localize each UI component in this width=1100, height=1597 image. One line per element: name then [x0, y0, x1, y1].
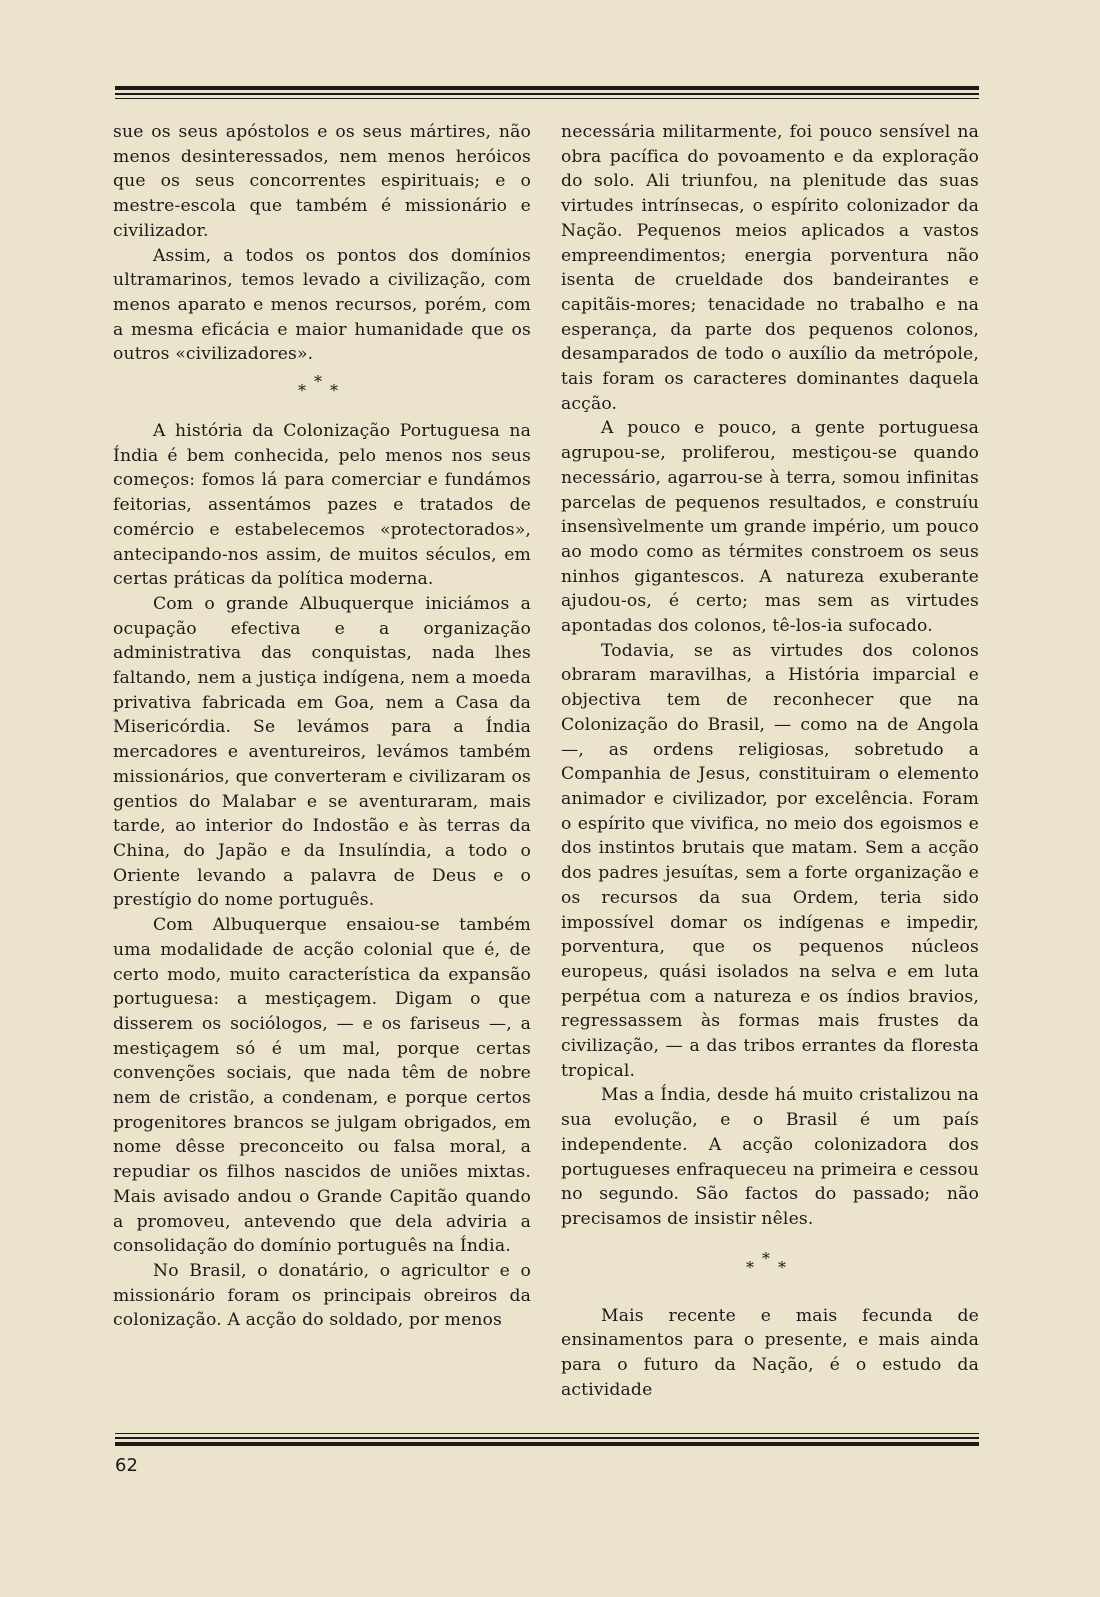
left-paragraph-5: Com Albuquerque ensaiou-se também uma modalidade de acção colonial que é, de certo modo, muito característica da expansão portuguesa: a mestiçagem. Digam o que disserem os sociólogos, — e os fariseus —, a mestiçagem só é um mal, porque certas convenções sociais, que nada têm de nobre nem de cristão, a condenam, e porque certos progenitores brancos se julgam obrigados, em nome dêsse preconceito ou falsa moral, a repudiar os filhos nascidos de uniões mixtas. Mais avisado andou o Grande Capitão quando a promoveu, antevendo que dela adviria a consolidação do domínio português na Índia. [113, 915, 531, 1257]
right-paragraph-4: Mas a Índia, desde há muito cristalizou na sua evolução, e o Brasil é um país independente. A acção colonizadora dos portugueses enfraqueceu na primeira e cessou no segundo. São factos do passado; não precisamos de insistir nêles. [561, 1085, 979, 1229]
left-paragraph-4: Com o grande Albuquerque iniciámos a ocupação efectiva e a organização administrativa das conquistas, nada lhes faltando, nem a justiça indígena, nem a moeda privativa fabricada em Goa, nem a Casa da Misericórdia. Se levámos para a Índia mercadores e aventureiros, levámos também missionários, que converteram e civilizaram os gentios do Malabar e se aventuraram, mais tarde, ao interior do Indostão e às terras da China, do Japão e da Insulíndia, a todo o Oriente levando a palavra de Deus e o prestígio do nome português. [113, 593, 531, 911]
right-column [561, 120, 979, 1402]
right-paragraph-1: necessária militarmente, foi pouco sensível na obra pacífica do povoamento e da exploração do solo. Ali triunfou, na plenitude das suas virtudes intrínsecas, o espírito colonizador da Nação. Pequenos meios aplicados a vastos empreendimentos; energia porventura não isenta de crueldade dos bandeirantes e capitãis-mores; tenacidade no trabalho e na esperança, da parte dos pequenos colonos, desamparados de todo o auxílio da metrópole, tais foram os caracteres dominantes daquela acção. [561, 122, 979, 414]
right-paragraph-5: Mais recente e mais fecunda de ensinamentos para o presente, e mais ainda para o futuro da Nação, é o estudo da actividade [561, 1305, 979, 1400]
left-paragraph-6: No Brasil, o donatário, o agricultor e o missionário foram os principais obreiros da colonização. A acção do soldado, por menos [113, 1260, 531, 1331]
section-separator-right: *** [746, 1248, 794, 1277]
page-number: 62 [115, 1455, 138, 1476]
bottom-double-rule [115, 1433, 979, 1446]
right-paragraph-3: Todavia, se as virtudes dos colonos obraram maravilhas, a História imparcial e objectiva tem de reconhecer que na Colonização do Brasil, — como na de Angola —, as ordens religiosas, sobretudo a Companhia de Jesus, constituiram o elemento animador e civilizador, por excelência. Foram o espírito que vivifica, no meio dos egoismos e dos instintos brutais que matam. Sem a acção dos padres jesuítas, sem a forte organização e os recursos da sua Ordem, teria sido impossível domar os indígenas e impedir, porventura, que os pequenos núcleos europeus, quási isolados na selva e em luta perpétua com a natureza e os índios bravios, regressassem às formas mais frustes da civilização, — a das tribos errantes da floresta tropical. [561, 640, 979, 1081]
section-separator-left: *** [298, 372, 346, 401]
left-paragraph-2: Assim, a todos os pontos dos domínios ultramarinos, temos levado a civilização, com menos aparato e menos recursos, porém, com a mesma eficácia e maior humanidade que os outros «civilizadores». [113, 245, 531, 365]
left-paragraph-1: sue os seus apóstolos e os seus mártires, não menos desinteressados, nem menos heróicos que os seus concorrentes espirituais; e o mestre-escola que também é missionário e civilizador. [113, 122, 531, 241]
top-double-rule [115, 86, 979, 99]
left-paragraph-3: A história da Colonização Portuguesa na Índia é bem conhecida, pelo menos nos seus começos: fomos lá para comerciar e fundámos feitorias, assentámos pazes e tratados de comércio e estabelecemos «protectorados», antecipando-nos assim, de muitos séculos, em certas práticas da política moderna. [113, 421, 531, 590]
left-column [113, 120, 531, 1333]
right-paragraph-2: A pouco e pouco, a gente portuguesa agrupou-se, proliferou, mestiçou-se quando necessário, agarrou-se à terra, somou infinitas parcelas de pequenos resultados, e construíu insensìvelmente um grande império, um pouco ao modo como as térmites constroem os seus ninhos gigantescos. A natureza exuberante ajudou-os, é certo; mas sem as virtudes apontadas dos colonos, tê-los-ia sufocado. [561, 418, 979, 637]
